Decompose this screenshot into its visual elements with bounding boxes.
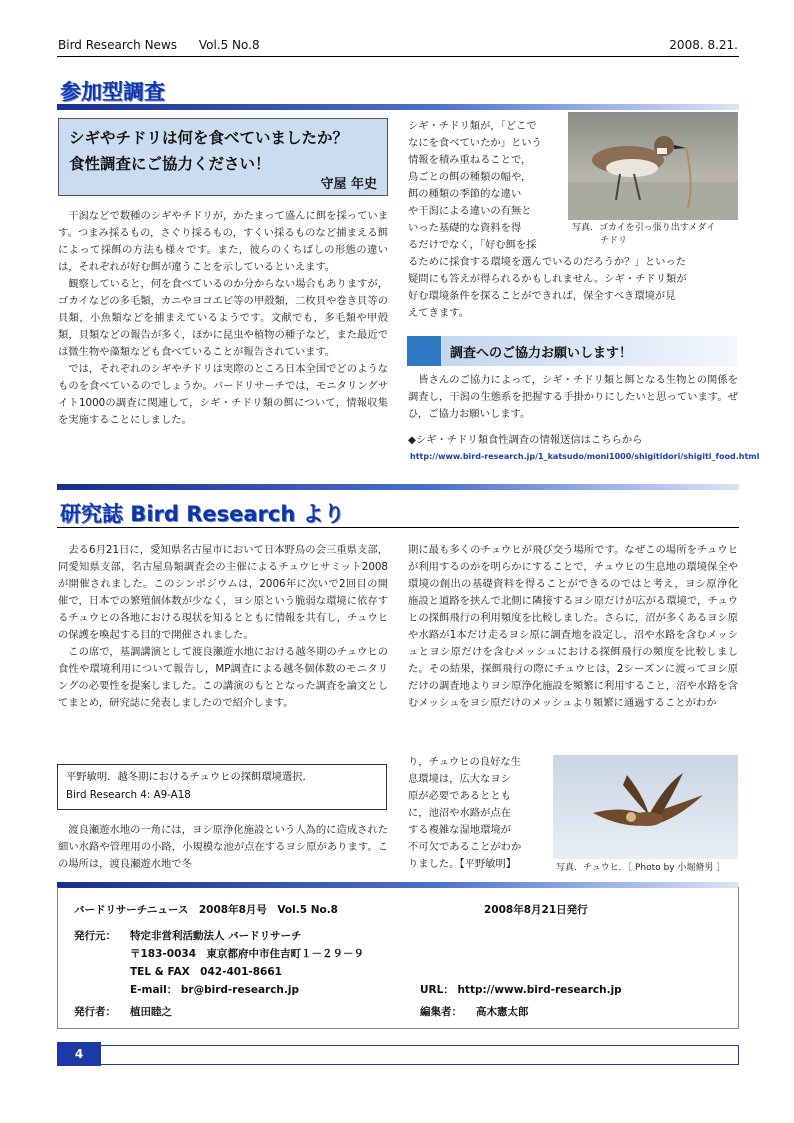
link-label: ◆シギ・チドリ類食性調査の情報送信はこちらから	[408, 434, 643, 446]
callout-line2: 食性調査にご協力ください！	[69, 155, 271, 173]
harrier-photo-caption: 写真．チュウヒ．［ Photo by 小堀脩男 ］	[556, 863, 726, 873]
footer-newsletter: バードリサーチニュース 2008年8月号 Vol.5 No.8	[74, 904, 338, 916]
section1-title-bar	[57, 104, 739, 110]
issuer-name: 植田睦之	[130, 1006, 172, 1018]
section2-right-text: 期に最も多くのチュウヒが飛び交う場所です。なぜこの場所をチュウヒが利用するのかを明らかにすることで，チュウヒの生息地の環境保全や環境の創出の基礎資料を得ることができるのではと考え，ヨシ原浄化施設と道路を挟んで北側に隣接するヨシ原だけが広がる環境で，チュウヒの探餌飛行の利用頻度を比較しました。さらに，沼が多くあるヨシ原や水路が1本だけ走るヨシ原に調査地を設定し，沼や水路を含むメッシュとヨシ原だけを含むメッシュにおける探餌飛行の頻度を比較しました。その結果，探餌飛行の際にチュウヒは，2シーズンに渡ってヨシ原だけの調査地よりヨシ原浄化施設を頻繁に利用すること，沼や水路を含むメッシュをヨシ原だけのメッシュより頻繁に通過することがわか	[408, 544, 738, 709]
editor-label: 編集者：	[420, 1006, 462, 1018]
publisher-email[interactable]: E-mail： br@bird-research.jp	[130, 984, 300, 996]
section2-right-bottom-text: り，チュウヒの良好な生 息環境は，広大なヨシ 原が必要であるととも に，池沼や水路が点在 する複雑な湿地環境が 不可欠であることがわか りました。【平野敏明】	[408, 756, 522, 870]
header-rule	[57, 56, 739, 57]
publisher-label: 発行元：	[74, 930, 116, 942]
request-heading: 調査へのご協力お願いします！	[450, 346, 633, 361]
publisher-url[interactable]: URL： http://www.bird-research.jp	[420, 984, 622, 996]
footer-issued: 2008年8月21日発行	[484, 904, 588, 916]
section2-left-bottom-text: 渡良瀬遊水地の一角には，ヨシ原浄化施設という人為的に造成された細い水路や管理用の小路，小規模な池が点在するヨシ原があります。この場所は，渡良瀬遊水地で冬	[58, 824, 388, 870]
paragraph: この席で，基調講演として渡良瀬遊水地における越冬期のチュウヒの食性や環境利用について報告し，MP調査による越冬個体数のモニタリングの必要性を提案しました。この講演のもととなった調査を論文としてまとめ，研究誌に発表しましたので紹介します。	[58, 646, 388, 709]
reference-line2: Bird Research 4: A9-A18	[66, 789, 191, 801]
paragraph: 去る6月21日に，愛知県名古屋市において日本野鳥の会三重県支部，同愛知県支部，名古屋鳥類調査会の主催によるチュウヒサミット2008が開催されました。このシンポジウムは，2006年に次いで2回目の開催で，日本での繁殖個体数が少なく，ヨシ原という脆弱な環境に依存するチュウヒの各地における現状を知るとともに情報を共有し，チュウヒの保護を喚起する目的で開催されました。	[58, 544, 388, 641]
reference-box	[57, 764, 387, 810]
harrier-photo	[553, 755, 738, 859]
paragraph: 観察していると，何を食べているのか分からない場合もありますが，ゴカイなどの多毛類，カニやヨコエビ等の甲殻類，二枚貝や巻き貝等の貝類，小魚類などを捕まえているようです。文献でも，多毛類や甲殻類，貝類などの報告が多く，ほかに昆虫や植物の種子など，また最近では微生物や藻類なども食べていることが報告されています。	[58, 278, 388, 358]
editor-name: 高木憲太郎	[476, 1006, 529, 1018]
page-number: 4	[57, 1042, 101, 1066]
publication-name: Bird Research News Vol.5 No.8	[58, 38, 260, 52]
request-text: 皆さんのご協力によって，シギ・チドリ類と餌となる生物との関係を調査し，干潟の生態系を把握する手掛かりにしたいと思っています。ぜひ，ご協力お願いします。	[408, 374, 738, 420]
issue-date: 2008. 8.21.	[669, 38, 738, 52]
callout-box	[58, 118, 388, 196]
page-number-bar	[101, 1045, 739, 1065]
publisher-address: 〒183-0034 東京都府中市住吉町１－２９－９	[130, 948, 364, 960]
section2-rule	[57, 527, 739, 528]
reference-line1: 平野敏明．越冬期におけるチュウヒの探餌環境選択．	[66, 771, 313, 783]
callout-author: 守屋 年史	[320, 177, 377, 192]
section1-left-text	[58, 208, 388, 429]
harrier-bird-icon	[553, 755, 738, 859]
publisher-name: 特定非営利活動法人 バードリサーチ	[130, 930, 302, 942]
publisher-tel: TEL & FAX 042-401-8661	[130, 966, 282, 978]
plover-photo	[568, 112, 738, 220]
section2-title: 研究誌 Bird Research より	[60, 502, 345, 526]
survey-link[interactable]: http://www.bird-research.jp/1_katsudo/moni1000/shigitidori/shigiti_food.html	[410, 452, 760, 461]
volume-number: Vol.5 No.8	[198, 38, 260, 52]
section1-right-bottom-text: るために採食する環境を選んでいるのだろうか？」といった 疑問にも答えが得られるかもしれません。シギ・チドリ類が 好む環境条件を探ることができれば，保全すべき環境が見 えてきます。	[408, 256, 687, 319]
request-heading-square	[407, 336, 441, 366]
plover-photo-caption: 写真．ゴカイを引っ張り出すメダイ チドリ	[572, 223, 716, 246]
plover-bird-icon	[568, 112, 738, 220]
section1-right-top-text: シギ・チドリ類が，「どこで なにを食べていたか」という 情報を積み重ねることで， 鳥ごとの餌の種類の幅や， 餌の種類の季節的な違い や干潟による違いの有無と いった基礎的な資料を得 るだけでなく，「好む餌を採	[408, 120, 542, 251]
paragraph: では，それぞれのシギやチドリは実際のところ日本全国でどのようなものを食べているのでしょうか。バードリサーチでは，モニタリングサイト1000の調査に関連して，シギ・チドリ類の餌について，情報収集を実施することにしました。	[58, 363, 388, 426]
callout-line1: シギやチドリは何を食べていましたか？	[69, 129, 349, 147]
section2-title-bar	[57, 484, 739, 490]
issuer-label: 発行者：	[74, 1006, 116, 1018]
section2-left-text	[58, 542, 388, 712]
paragraph: 干潟などで数種のシギやチドリが，かたまって盛んに餌を採っています。つまみ採るもの，さぐり採るもの，すくい採るものなど捕まえる餌によって採餌の方法も様々です。また，彼らのくちばしの形態の違いは，それぞれが好む餌が違うことを示しているといえます。	[58, 210, 388, 273]
section1-title: 参加型調査	[60, 80, 165, 104]
